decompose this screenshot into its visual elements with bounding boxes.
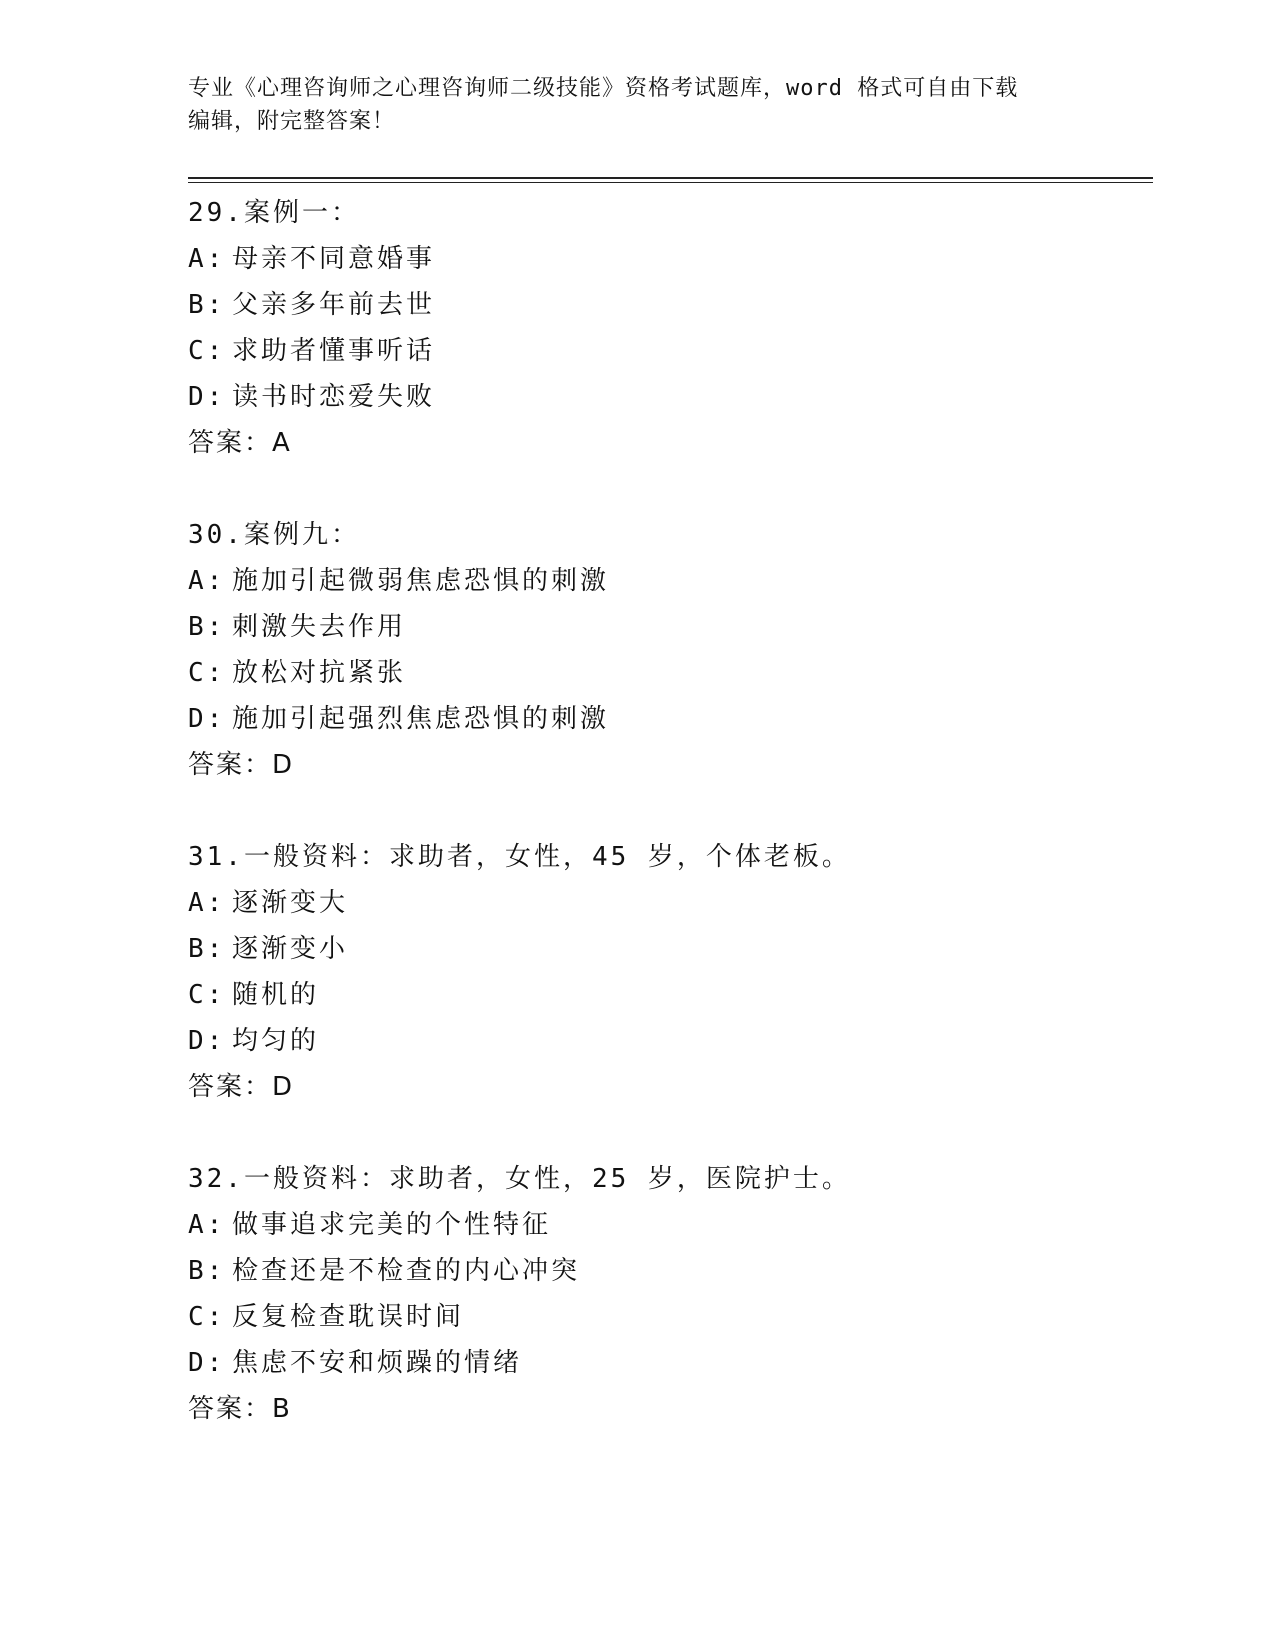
header-divider-thin (188, 182, 1153, 183)
option-a (188, 880, 1148, 926)
option-text: 均匀的 (232, 1026, 320, 1056)
option-b (188, 282, 1148, 328)
option-letter: B: (188, 612, 226, 642)
option-d (188, 374, 1148, 420)
option-text: 施加引起强烈焦虑恐惧的刺激 (232, 704, 610, 734)
option-text: 逐渐变小 (232, 934, 349, 964)
option-letter: C: (188, 658, 226, 688)
option-text: 父亲多年前去世 (232, 290, 436, 320)
question-32 (188, 1156, 1148, 1432)
option-a (188, 558, 1148, 604)
option-letter: B: (188, 290, 226, 320)
answer-line: 答案：A (188, 428, 292, 458)
option-text: 做事追求完美的个性特征 (232, 1210, 552, 1240)
question-30 (188, 512, 1148, 788)
option-b (188, 604, 1148, 650)
answer-line: 答案：D (188, 750, 295, 780)
header-line-2: 编辑，附完整答案！ (188, 109, 396, 134)
option-b (188, 926, 1148, 972)
option-c (188, 1294, 1148, 1340)
option-letter: A: (188, 1210, 226, 1240)
question-stem: 30.案例九： (188, 520, 360, 550)
question-31 (188, 834, 1148, 1110)
option-d (188, 1340, 1148, 1386)
option-text: 求助者懂事听话 (232, 336, 436, 366)
option-text: 随机的 (232, 980, 320, 1010)
document-header (188, 72, 1068, 138)
option-letter: D: (188, 1026, 226, 1056)
option-letter: A: (188, 888, 226, 918)
option-letter: D: (188, 1348, 226, 1378)
answer-line: 答案：D (188, 1072, 295, 1102)
option-letter: A: (188, 566, 226, 596)
option-a (188, 1202, 1148, 1248)
option-text: 母亲不同意婚事 (232, 244, 436, 274)
question-stem: 31.一般资料：求助者，女性，45 岁，个体老板。 (188, 842, 851, 872)
option-c (188, 328, 1148, 374)
question-stem: 29.案例一： (188, 198, 360, 228)
option-c (188, 972, 1148, 1018)
option-text: 反复检查耽误时间 (232, 1302, 465, 1332)
option-letter: C: (188, 980, 226, 1010)
option-b (188, 1248, 1148, 1294)
option-letter: B: (188, 1256, 226, 1286)
option-letter: C: (188, 336, 226, 366)
option-text: 刺激失去作用 (232, 612, 407, 642)
option-letter: B: (188, 934, 226, 964)
option-text: 放松对抗紧张 (232, 658, 407, 688)
option-text: 读书时恋爱失败 (232, 382, 436, 412)
option-letter: C: (188, 1302, 226, 1332)
answer-line: 答案：B (188, 1394, 292, 1424)
option-c (188, 650, 1148, 696)
option-text: 施加引起微弱焦虑恐惧的刺激 (232, 566, 610, 596)
option-letter: A: (188, 244, 226, 274)
option-text: 检查还是不检查的内心冲突 (232, 1256, 581, 1286)
question-29 (188, 190, 1148, 466)
option-letter: D: (188, 704, 226, 734)
option-text: 逐渐变大 (232, 888, 349, 918)
option-letter: D: (188, 382, 226, 412)
option-text: 焦虑不安和烦躁的情绪 (232, 1348, 523, 1378)
question-list (188, 190, 1148, 1478)
option-a (188, 236, 1148, 282)
option-d (188, 1018, 1148, 1064)
header-divider-thick (188, 177, 1153, 179)
question-stem: 32.一般资料：求助者，女性，25 岁，医院护士。 (188, 1164, 851, 1194)
option-d (188, 696, 1148, 742)
header-line-1: 专业《心理咨询师之心理咨询师二级技能》资格考试题库，word 格式可自由下载 (188, 76, 1019, 101)
